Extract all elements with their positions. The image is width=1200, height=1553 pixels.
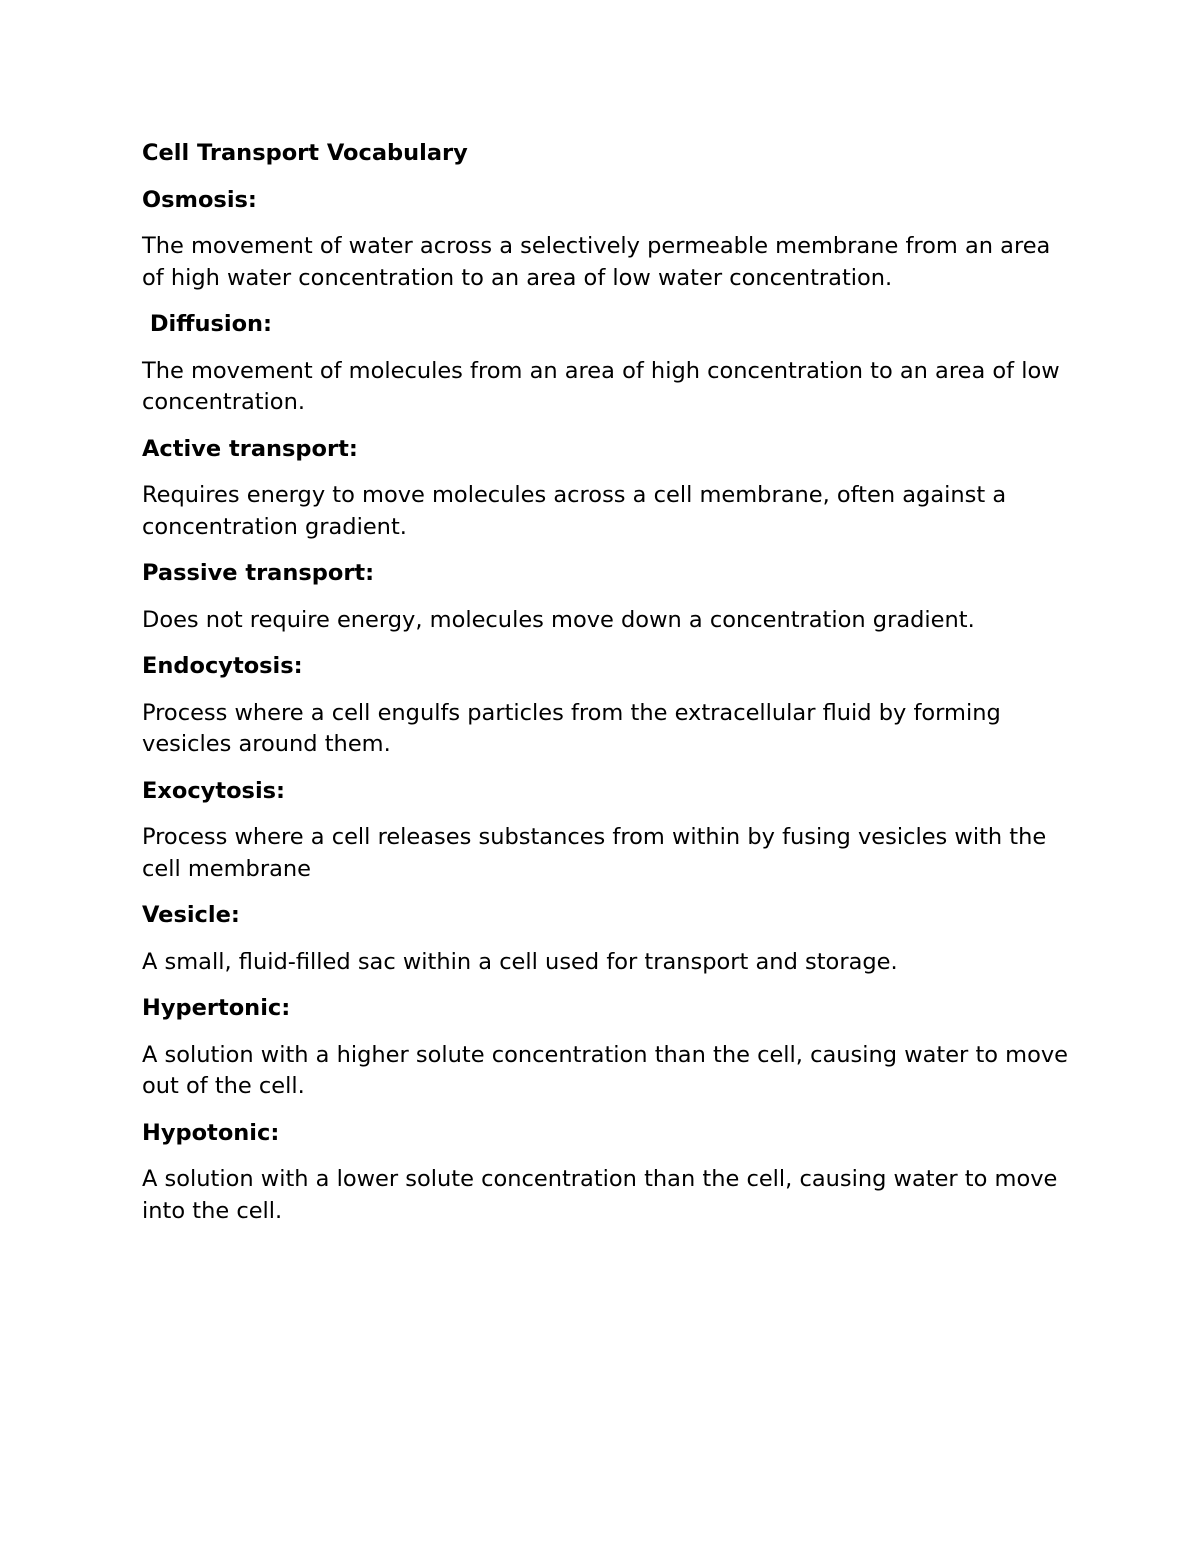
definition-hypotonic: A solution with a lower solute concentration than the cell, causing water to move into the cell. <box>142 1166 1058 1224</box>
definition-hypertonic: A solution with a higher solute concentration than the cell, causing water to move out of the cell. <box>142 1041 1069 1099</box>
definition-exocytosis: Process where a cell releases substances from within by fusing vesicles with the cell membrane <box>142 824 1047 882</box>
term-osmosis: Osmosis: <box>142 186 257 213</box>
term-hypotonic: Hypotonic: <box>142 1119 280 1146</box>
term-vesicle: Vesicle: <box>142 902 240 928</box>
term-hypertonic: Hypertonic: <box>142 995 291 1021</box>
term-diffusion: Diffusion: <box>142 311 273 337</box>
definition-endocytosis: Process where a cell engulfs particles from the extracellular fluid by forming vesicles around them. <box>142 699 1001 757</box>
term-endocytosis: Endocytosis: <box>142 653 303 679</box>
definition-diffusion: The movement of molecules from an area of high concentration to an area of low concentration. <box>142 357 1060 415</box>
definition-passive-transport: Does not require energy, molecules move down a concentration gradient. <box>142 606 975 633</box>
document-title: Cell Transport Vocabulary <box>142 140 468 166</box>
document-body <box>142 138 1072 1242</box>
term-exocytosis: Exocytosis: <box>142 777 286 804</box>
definition-vesicle: A small, fluid-filled sac within a cell used for transport and storage. <box>142 948 898 975</box>
term-active-transport: Active transport: <box>142 435 358 462</box>
definition-active-transport: Requires energy to move molecules across a cell membrane, often against a concentration gradient. <box>142 482 1007 540</box>
definition-osmosis: The movement of water across a selectively permeable membrane from an area of high water concentration to an area of low water concentration. <box>142 233 1051 291</box>
term-passive-transport: Passive transport: <box>142 560 375 586</box>
